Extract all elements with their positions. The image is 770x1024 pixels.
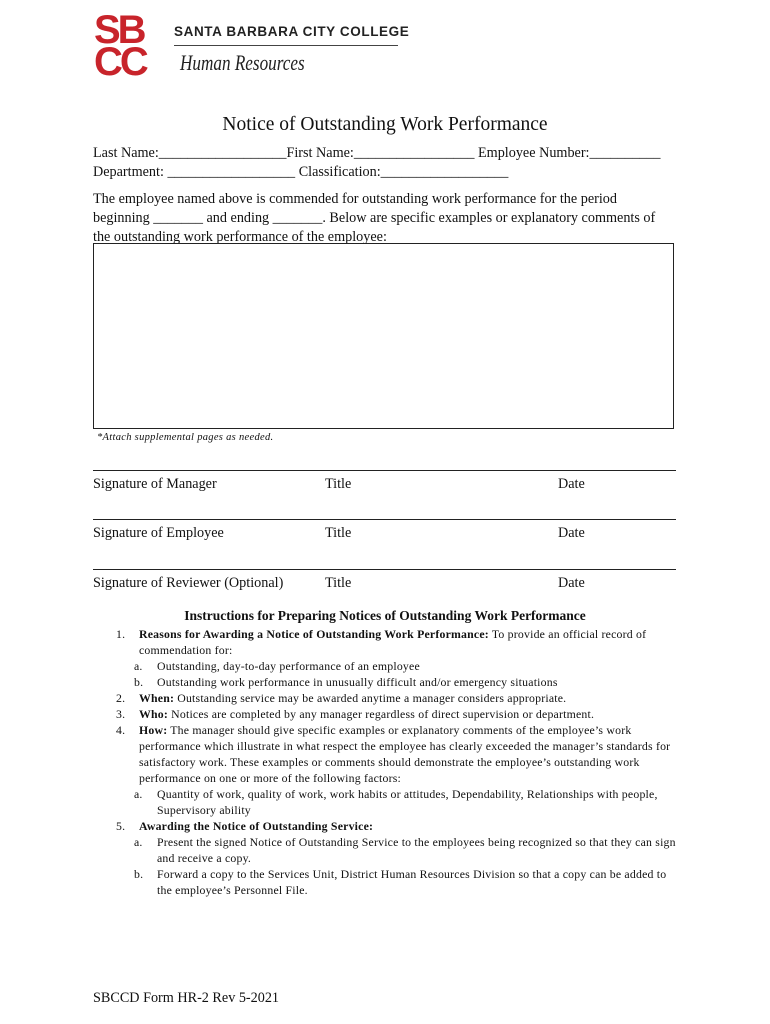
- signature-line-employee[interactable]: [93, 519, 676, 520]
- sbcc-logo: [94, 8, 170, 84]
- signature-line-reviewer[interactable]: [93, 569, 676, 570]
- list-item: 4. How: The manager should give specific examples or explanatory comments of the employee’s work performance which illustrate in what respect the employee has clearly exceeded the manager’s standards for satisfactory work. These examples or comments should demonstrate the employee’s outstanding work performance on one or more of the following factors:: [116, 723, 671, 785]
- logo-line-1: SB: [94, 8, 144, 52]
- list-item: 2. When: Outstanding service may be awarded anytime a manager considers appropriate.: [116, 691, 567, 705]
- list-subitem: a. Quantity of work, quality of work, work habits or attitudes, Dependability, Relationships with people, Supervisory ability: [134, 787, 658, 817]
- signature-line-manager[interactable]: [93, 470, 676, 471]
- department-fields-row[interactable]: Department: __________________ Classification:__________________: [93, 164, 509, 180]
- signature-manager-title: Title: [325, 476, 352, 492]
- page-title: Notice of Outstanding Work Performance: [222, 114, 548, 135]
- signature-employee-date: Date: [558, 525, 585, 541]
- attach-note: *Attach supplemental pages as needed.: [97, 432, 274, 443]
- intro-paragraph: [93, 190, 673, 247]
- signature-reviewer-label: Signature of Reviewer (Optional): [93, 575, 284, 591]
- signature-reviewer-title: Title: [325, 575, 352, 591]
- signature-reviewer-date: Date: [558, 575, 585, 591]
- list-item: 3. Who: Notices are completed by any manager regardless of direct supervision or department.: [116, 707, 595, 721]
- department-name: Human Resources: [180, 50, 305, 75]
- list-item: 1. Reasons for Awarding a Notice of Outstanding Work Performance: To provide an official record of commendation for:: [116, 627, 647, 657]
- intro-line: the outstanding work performance of the employee:: [93, 229, 387, 245]
- list-subitem: b. Forward a copy to the Services Unit, District Human Resources Division so that a copy can be added to the employee’s Personnel File.: [134, 867, 667, 897]
- instructions-title: Instructions for Preparing Notices of Outstanding Work Performance: [184, 608, 586, 623]
- logo-line-2: CC: [94, 40, 146, 84]
- signature-manager-date: Date: [558, 476, 585, 492]
- logo-divider: [174, 45, 398, 46]
- list-subitem: a. Present the signed Notice of Outstanding Service to the employees being recognized so that they can sign and receive a copy.: [134, 835, 676, 865]
- intro-line: beginning _______ and ending _______. Below are specific examples or explanatory comments of: [93, 210, 656, 226]
- name-fields-row[interactable]: Last Name:__________________First Name:_________________ Employee Number:__________: [93, 145, 661, 161]
- signature-employee-label: Signature of Employee: [93, 525, 224, 541]
- list-item: 5. Awarding the Notice of Outstanding Service:: [116, 819, 374, 833]
- signature-employee-title: Title: [325, 525, 352, 541]
- comments-textarea[interactable]: [93, 243, 674, 429]
- instructions-list: [110, 626, 680, 898]
- list-subitem: b. Outstanding work performance in unusually difficult and/or emergency situations: [134, 675, 558, 689]
- list-subitem: a. Outstanding, day-to-day performance of an employee: [134, 659, 420, 673]
- college-name: SANTA BARBARA CITY COLLEGE: [174, 24, 410, 39]
- form-footer-id: SBCCD Form HR-2 Rev 5-2021: [93, 990, 280, 1006]
- signature-manager-label: Signature of Manager: [93, 476, 217, 492]
- intro-line: The employee named above is commended for outstanding work performance for the period: [93, 191, 617, 207]
